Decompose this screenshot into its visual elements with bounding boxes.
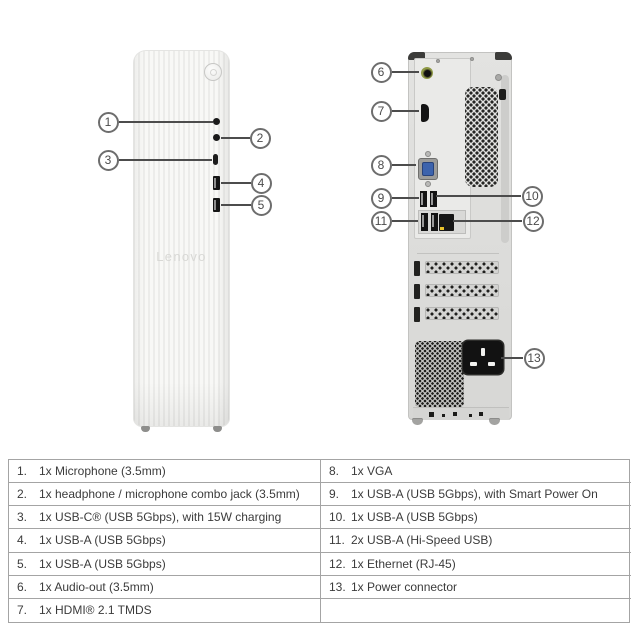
callout-line-6 <box>392 71 419 73</box>
spec-item-text: 1x Ethernet (RJ-45) <box>351 556 456 571</box>
spec-item-number: 3. <box>17 510 28 525</box>
callout-11: 11 <box>371 211 392 232</box>
callout-4: 4 <box>251 173 272 194</box>
callout-line-2 <box>221 137 250 139</box>
spec-item-number: 6. <box>17 579 28 594</box>
lenovo-logo: Lenovo <box>156 249 207 264</box>
spec-item-number: 5. <box>17 556 28 571</box>
spec-item-text: 1x USB-C® (USB 5Gbps), with 15W charging <box>39 510 282 525</box>
callout-line-9 <box>392 197 419 199</box>
callout-13: 13 <box>524 348 545 369</box>
spec-item-text: 1x USB-A (USB 5Gbps) <box>39 533 166 548</box>
spec-item-text: 1x Audio-out (3.5mm) <box>39 579 154 594</box>
callout-line-5 <box>221 204 251 206</box>
spec-item-text: 1x HDMI® 2.1 TMDS <box>39 603 152 618</box>
callout-line-8 <box>392 164 416 166</box>
callout-1: 1 <box>98 112 119 133</box>
callout-line-4 <box>221 182 251 184</box>
spec-item-text: 1x VGA <box>351 464 393 479</box>
callout-7: 7 <box>371 101 392 122</box>
callout-12: 12 <box>523 211 544 232</box>
callout-10: 10 <box>522 186 543 207</box>
spec-item-number: 13. <box>329 579 346 594</box>
callout-line-10 <box>436 195 521 197</box>
spec-item-number: 7. <box>17 603 28 618</box>
callout-line-13 <box>501 357 523 359</box>
callout-6: 6 <box>371 62 392 83</box>
spec-item-text: 2x USB-A (Hi-Speed USB) <box>351 533 493 548</box>
spec-item-number: 1. <box>17 464 28 479</box>
callout-2: 2 <box>250 128 271 149</box>
spec-item-text: 1x USB-A (USB 5Gbps) <box>351 510 478 525</box>
spec-item-number: 10. <box>329 510 346 525</box>
callout-line-11 <box>392 220 418 222</box>
callout-line-1 <box>119 121 213 123</box>
callout-5: 5 <box>251 195 272 216</box>
callout-line-7 <box>392 110 419 112</box>
spec-item-text: 1x headphone / microphone combo jack (3.5mm) <box>39 487 300 502</box>
spec-item-number: 8. <box>329 464 340 479</box>
spec-item-text: 1x USB-A (USB 5Gbps) <box>39 556 166 571</box>
callout-9: 9 <box>371 188 392 209</box>
callout-3: 3 <box>98 150 119 171</box>
spec-item-text: 1x Power connector <box>351 579 458 594</box>
callout-line-3 <box>119 159 212 161</box>
spec-item-text: 1x USB-A (USB 5Gbps), with Smart Power On <box>351 487 598 502</box>
callout-8: 8 <box>371 155 392 176</box>
spec-item-number: 12. <box>329 556 346 571</box>
spec-item-number: 9. <box>329 487 340 502</box>
spec-item-text: 1x Microphone (3.5mm) <box>39 464 166 479</box>
spec-item-number: 2. <box>17 487 28 502</box>
spec-item-number: 4. <box>17 533 28 548</box>
spec-item-number: 11. <box>329 533 345 548</box>
callout-line-12 <box>453 220 522 222</box>
